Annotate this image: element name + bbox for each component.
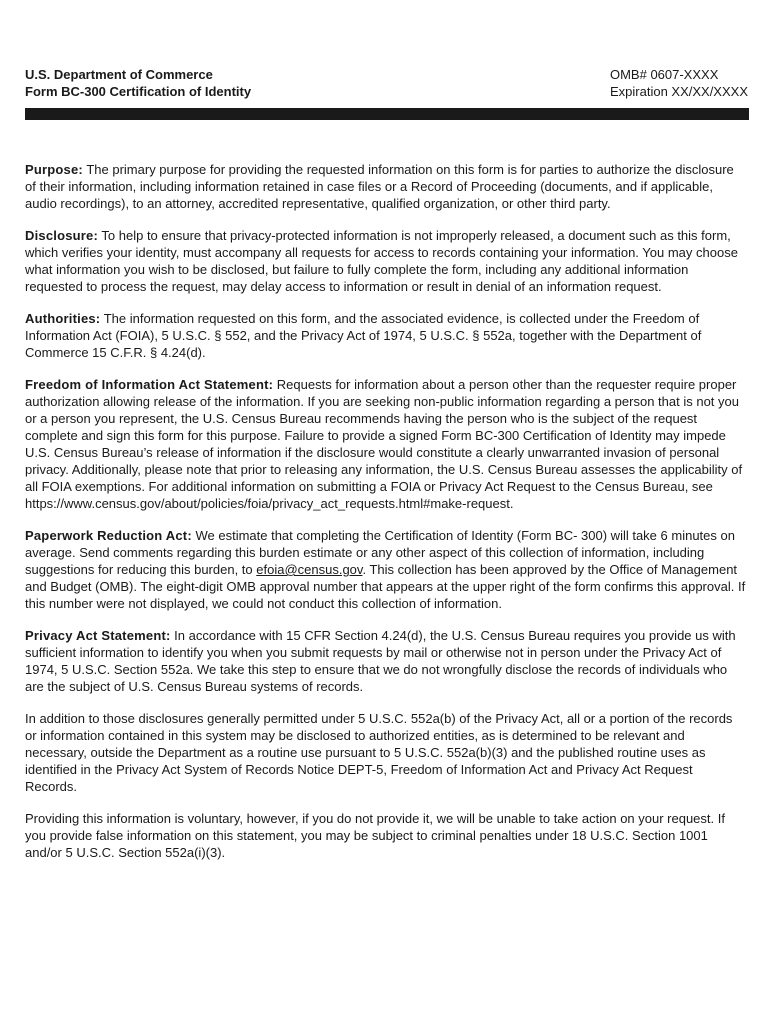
additional-disclosures-paragraph [25, 710, 747, 795]
disclosure-heading: Disclosure: [25, 228, 99, 243]
paperwork-text-before: We estimate that completing the Certification of Identity (Form BC- 300) will take 6 minutes on average. Send comments regarding this burden estimate or any other aspect of this collection of information, including suggestions for reducing this burden, to [25, 528, 735, 577]
header-divider [25, 108, 749, 120]
voluntary-paragraph [25, 810, 747, 861]
authorities-section [25, 310, 747, 361]
paperwork-heading: Paperwork Reduction Act: [25, 528, 192, 543]
disclosure-text: To help to ensure that privacy-protected information is not improperly released, a document such as this form, which verifies your identity, must accompany all requests for access to records containing your information. You may choose what information you wish to be disclosed, but failure to fully complete the form, including any additional information requested to process the request, may delay access to information or result in denial of an information request. [25, 228, 738, 294]
privacy-heading: Privacy Act Statement: [25, 628, 171, 643]
foia-section [25, 376, 747, 512]
form-title: Form BC-300 Certification of Identity [25, 84, 252, 99]
omb-number: OMB# 0607-XXXX [609, 67, 719, 82]
foia-text: Requests for information about a person other than the requester require proper authorization allowing release of the information. If you are seeking non-public information regarding a person that is not you or a person you represent, the U.S. Census Bureau recommends having the person who is the subject of the request complete and sign this form for this purpose. Failure to provide a signed Form BC-300 Certification of Identity may impede U.S. Census Bureau’s release of information if the disclosure would constitute a clearly unwarranted invasion of personal privacy. Additionally, please note that prior to releasing any information, the U.S. Census Bureau assesses the applicability of all FOIA exemptions. For additional information on submitting a FOIA or Privacy Act Request to the Census Bureau, see https://www.census.gov/about/policies/foia/privacy_act_requests.html#make-request. [25, 377, 743, 511]
header-left [25, 66, 251, 100]
form-body [25, 161, 747, 876]
authorities-text: The information requested on this form, and the associated evidence, is collected under the Freedom of Information Act (FOIA), 5 U.S.C. § 552, and the Privacy Act of 1974, 5 U.S.C. § 552a, together with the Department of Commerce 15 C.F.R. § 4.24(d). [25, 311, 702, 360]
purpose-section [25, 161, 747, 212]
expiration-date: Expiration XX/XX/XXXX [609, 84, 748, 99]
agency-name: U.S. Department of Commerce [25, 67, 213, 82]
additional-disclosures-text: In addition to those disclosures generally permitted under 5 U.S.C. 552a(b) of the Privacy Act, all or a portion of the records or information contained in this system may be disclosed to authorized entities, as is determined to be relevant and necessary, outside the Department as a routine use pursuant to 5 U.S.C. 552a(b)(3) and the published routine uses as identified in the Privacy Act System of Records Notice DEPT-5, Freedom of Information Act and Privacy Act Request Records. [25, 711, 733, 794]
voluntary-text: Providing this information is voluntary, however, if you do not provide it, we will be unable to take action on your request. If you provide false information on this statement, you may be subject to criminal penalties under 18 U.S.C. Section 1001 and/or 5 U.S.C. Section 552a(i)(3). [25, 811, 725, 860]
privacy-section [25, 627, 747, 695]
authorities-heading: Authorities: [25, 311, 101, 326]
paperwork-text-after: . This collection has been approved by the Office of Management and Budget (OMB). The eight-digit OMB approval number that appears at the upper right of the form confirms this approval. If this number were not displayed, we could not conduct this collection of information. [25, 562, 746, 611]
header-right [610, 66, 748, 100]
privacy-text: In accordance with 15 CFR Section 4.24(d), the U.S. Census Bureau requires you provide us with sufficient information to identify you when you submit requests by mail or otherwise not in person under the Privacy Act of 1974, 5 U.S.C. Section 552a. We take this step to ensure that we do not wrongfully disclose the records of individuals who are the subject of U.S. Census Bureau systems of records. [25, 628, 736, 694]
purpose-heading: Purpose: [25, 162, 83, 177]
form-header [25, 66, 748, 102]
paperwork-section [25, 527, 747, 612]
efoia-email-link[interactable]: efoia@census.gov [256, 562, 363, 577]
disclosure-section [25, 227, 747, 295]
purpose-text: The primary purpose for providing the requested information on this form is for parties to authorize the disclosure of their information, including information retained in case files or a Record of Proceeding (documents, and if applicable, audio recordings), to an attorney, accredited representative, qualified organization, or other third party. [25, 162, 734, 211]
foia-heading: Freedom of Information Act Statement: [25, 377, 274, 392]
